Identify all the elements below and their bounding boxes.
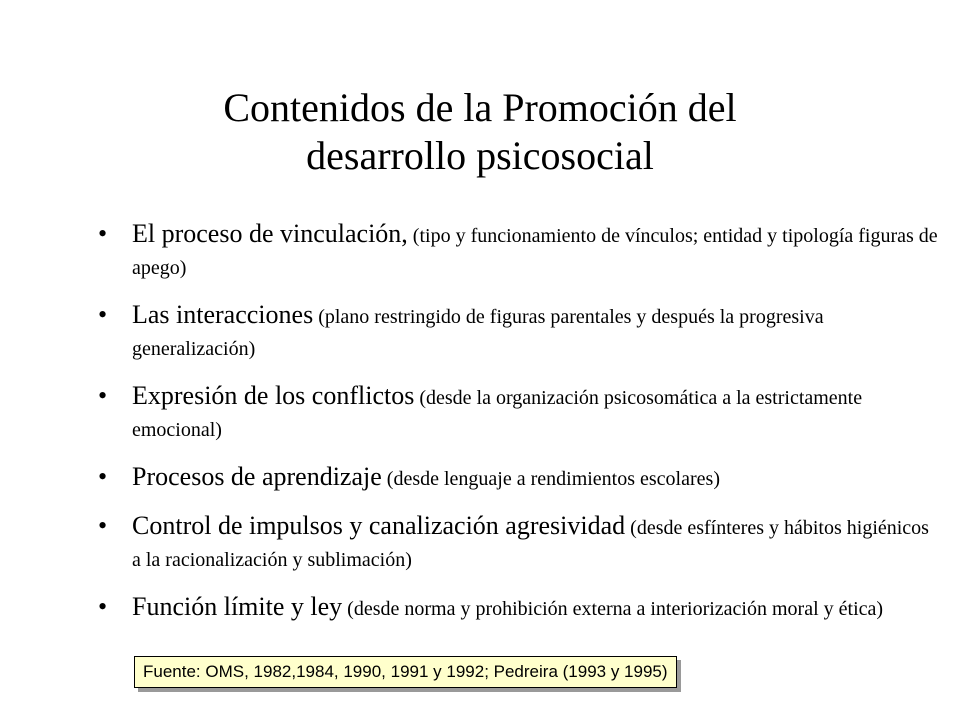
bullet-item-impulsos (98, 510, 938, 577)
bullet-main-text: Las interacciones (132, 300, 314, 329)
bullet-main-text: Procesos de aprendizaje (132, 462, 382, 491)
bullet-main-text: Función límite y ley (132, 592, 343, 621)
bullet-dot: • (98, 592, 108, 621)
bullet-item-limite (98, 591, 938, 626)
bullet-dot: • (98, 511, 108, 540)
bullet-main-text: El proceso de vinculación, (132, 219, 408, 248)
bullet-item-vinculacion (98, 218, 938, 285)
bullet-main-text: Expresión de los conflictos (132, 381, 415, 410)
bullet-list (98, 218, 938, 640)
bullet-item-aprendizaje (98, 461, 938, 496)
bullet-detail-text: (tipo y funcionamiento de vínculos; entidad y tipología figuras de apego) (132, 225, 938, 279)
bullet-detail-text: (desde norma y prohibición externa a interiorización moral y ética) (342, 598, 884, 620)
bullet-dot: • (98, 219, 108, 248)
bullet-dot: • (98, 381, 108, 410)
bullet-main-text: Control de impulsos y canalización agresividad (132, 511, 626, 540)
source-citation-box: Fuente: OMS, 1982,1984, 1990, 1991 y 1992; Pedreira (1993 y 1995) (134, 656, 677, 688)
bullet-item-interacciones (98, 299, 938, 366)
bullet-detail-text: (plano restringido de figuras parentales y después la progresiva generalización) (132, 306, 824, 360)
slide-title-line-2: desarrollo psicosocial (306, 133, 654, 178)
slide-title-line-1: Contenidos de la Promoción del (223, 85, 737, 130)
bullet-item-conflictos (98, 380, 938, 447)
bullet-detail-text: (desde la organización psicosomática a la estrictamente emocional) (132, 387, 863, 441)
bullet-dot: • (98, 300, 108, 329)
slide-title (140, 84, 820, 180)
bullet-dot: • (98, 462, 108, 491)
bullet-detail-text: (desde lenguaje a rendimientos escolares) (381, 468, 720, 490)
bullet-detail-text: (desde esfínteres y hábitos higiénicos a la racionalización y sublimación) (132, 517, 929, 571)
